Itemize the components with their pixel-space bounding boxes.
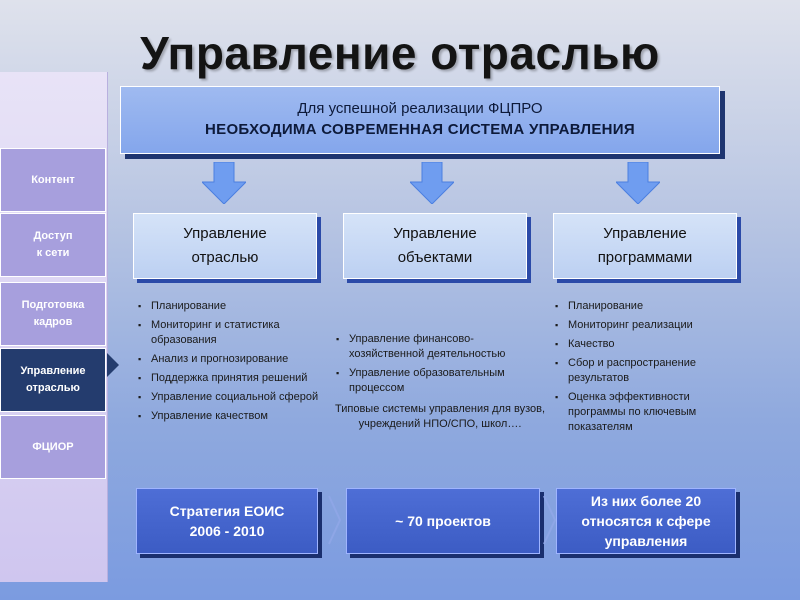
category-title-line: объектами xyxy=(397,249,473,266)
list-item: ▪ Управление социальной сферой xyxy=(136,390,336,405)
bottom-box-line: 2006 - 2010 xyxy=(189,523,265,539)
list-item: ▪ Анализ и прогнозирование xyxy=(136,352,336,367)
bottom-box-line: относятся к сфере xyxy=(581,513,711,529)
list-item: ▪ Качество xyxy=(553,337,748,352)
page-title: Управление отраслью xyxy=(140,27,660,79)
list-item: ▪ Управление качеством xyxy=(136,409,336,424)
category-industry-management xyxy=(133,213,317,279)
nav-item-label: Управление отраслью xyxy=(20,365,86,394)
category-title-line: Управление xyxy=(393,225,477,242)
down-arrow-icon xyxy=(202,162,246,204)
nav-item-network-access[interactable] xyxy=(0,213,106,277)
list-item: ▪ Планирование xyxy=(136,299,336,314)
bullet-list-industry xyxy=(136,299,336,428)
nav-item-label: ФЦИОР xyxy=(32,440,74,453)
nav-item-staff-training[interactable] xyxy=(0,282,106,346)
header-line-2: НЕОБХОДИМА СОВРЕМЕННАЯ СИСТЕМА УПРАВЛЕНИЯ xyxy=(205,121,635,138)
list-item: ▪ Управление образовательным процессом xyxy=(334,366,544,396)
list-item: ▪ Сбор и распространение результатов xyxy=(553,356,748,386)
bottom-box-strategy xyxy=(136,488,318,554)
category-title-line: Управление xyxy=(603,225,687,242)
header-box xyxy=(120,86,720,154)
bullet-list-programs xyxy=(553,299,748,439)
category-programs-management xyxy=(553,213,737,279)
bottom-box-projects xyxy=(346,488,540,554)
bullet-list-objects xyxy=(334,332,544,400)
down-arrow-icon xyxy=(616,162,660,204)
category-title-line: отраслью xyxy=(191,249,259,266)
list-item: ▪ Мониторинг и статистика образования xyxy=(136,318,336,348)
list-item: ▪ Мониторинг реализации xyxy=(553,318,748,333)
nav-item-label: Подготовка кадров xyxy=(21,299,85,328)
nav-item-label: Доступ к сети xyxy=(33,230,73,259)
chevron-right-icon xyxy=(326,492,344,548)
nav-item-label: Контент xyxy=(31,173,75,186)
list-item: ▪ Планирование xyxy=(553,299,748,314)
nav-item-industry-management[interactable] xyxy=(0,348,106,412)
category-objects-management xyxy=(343,213,527,279)
category-title-line: программами xyxy=(597,249,693,266)
nav-item-content[interactable] xyxy=(0,148,106,212)
bottom-box-line: ~ 70 проектов xyxy=(395,513,491,529)
category-title-line: Управление xyxy=(183,225,267,242)
active-nav-pointer xyxy=(107,353,119,377)
objects-note: Типовые системы управления для вузов, учреждений НПО/СПО, школ…. xyxy=(334,403,546,430)
bottom-box-management-share xyxy=(556,488,736,554)
header-line-1: Для успешной реализации ФЦПРО xyxy=(297,100,543,117)
bottom-box-line: Стратегия ЕОИС xyxy=(169,503,285,519)
bottom-box-line: Из них более 20 xyxy=(590,493,702,509)
list-item: ▪ Управление финансово-хозяйственной деятельностью xyxy=(334,332,544,362)
nav-item-fcior[interactable] xyxy=(0,415,106,479)
bottom-box-line: управления xyxy=(604,533,688,549)
list-item: ▪ Оценка эффективности программы по ключевым показателям xyxy=(553,390,748,435)
down-arrow-icon xyxy=(410,162,454,204)
list-item: ▪ Поддержка принятия решений xyxy=(136,371,336,386)
